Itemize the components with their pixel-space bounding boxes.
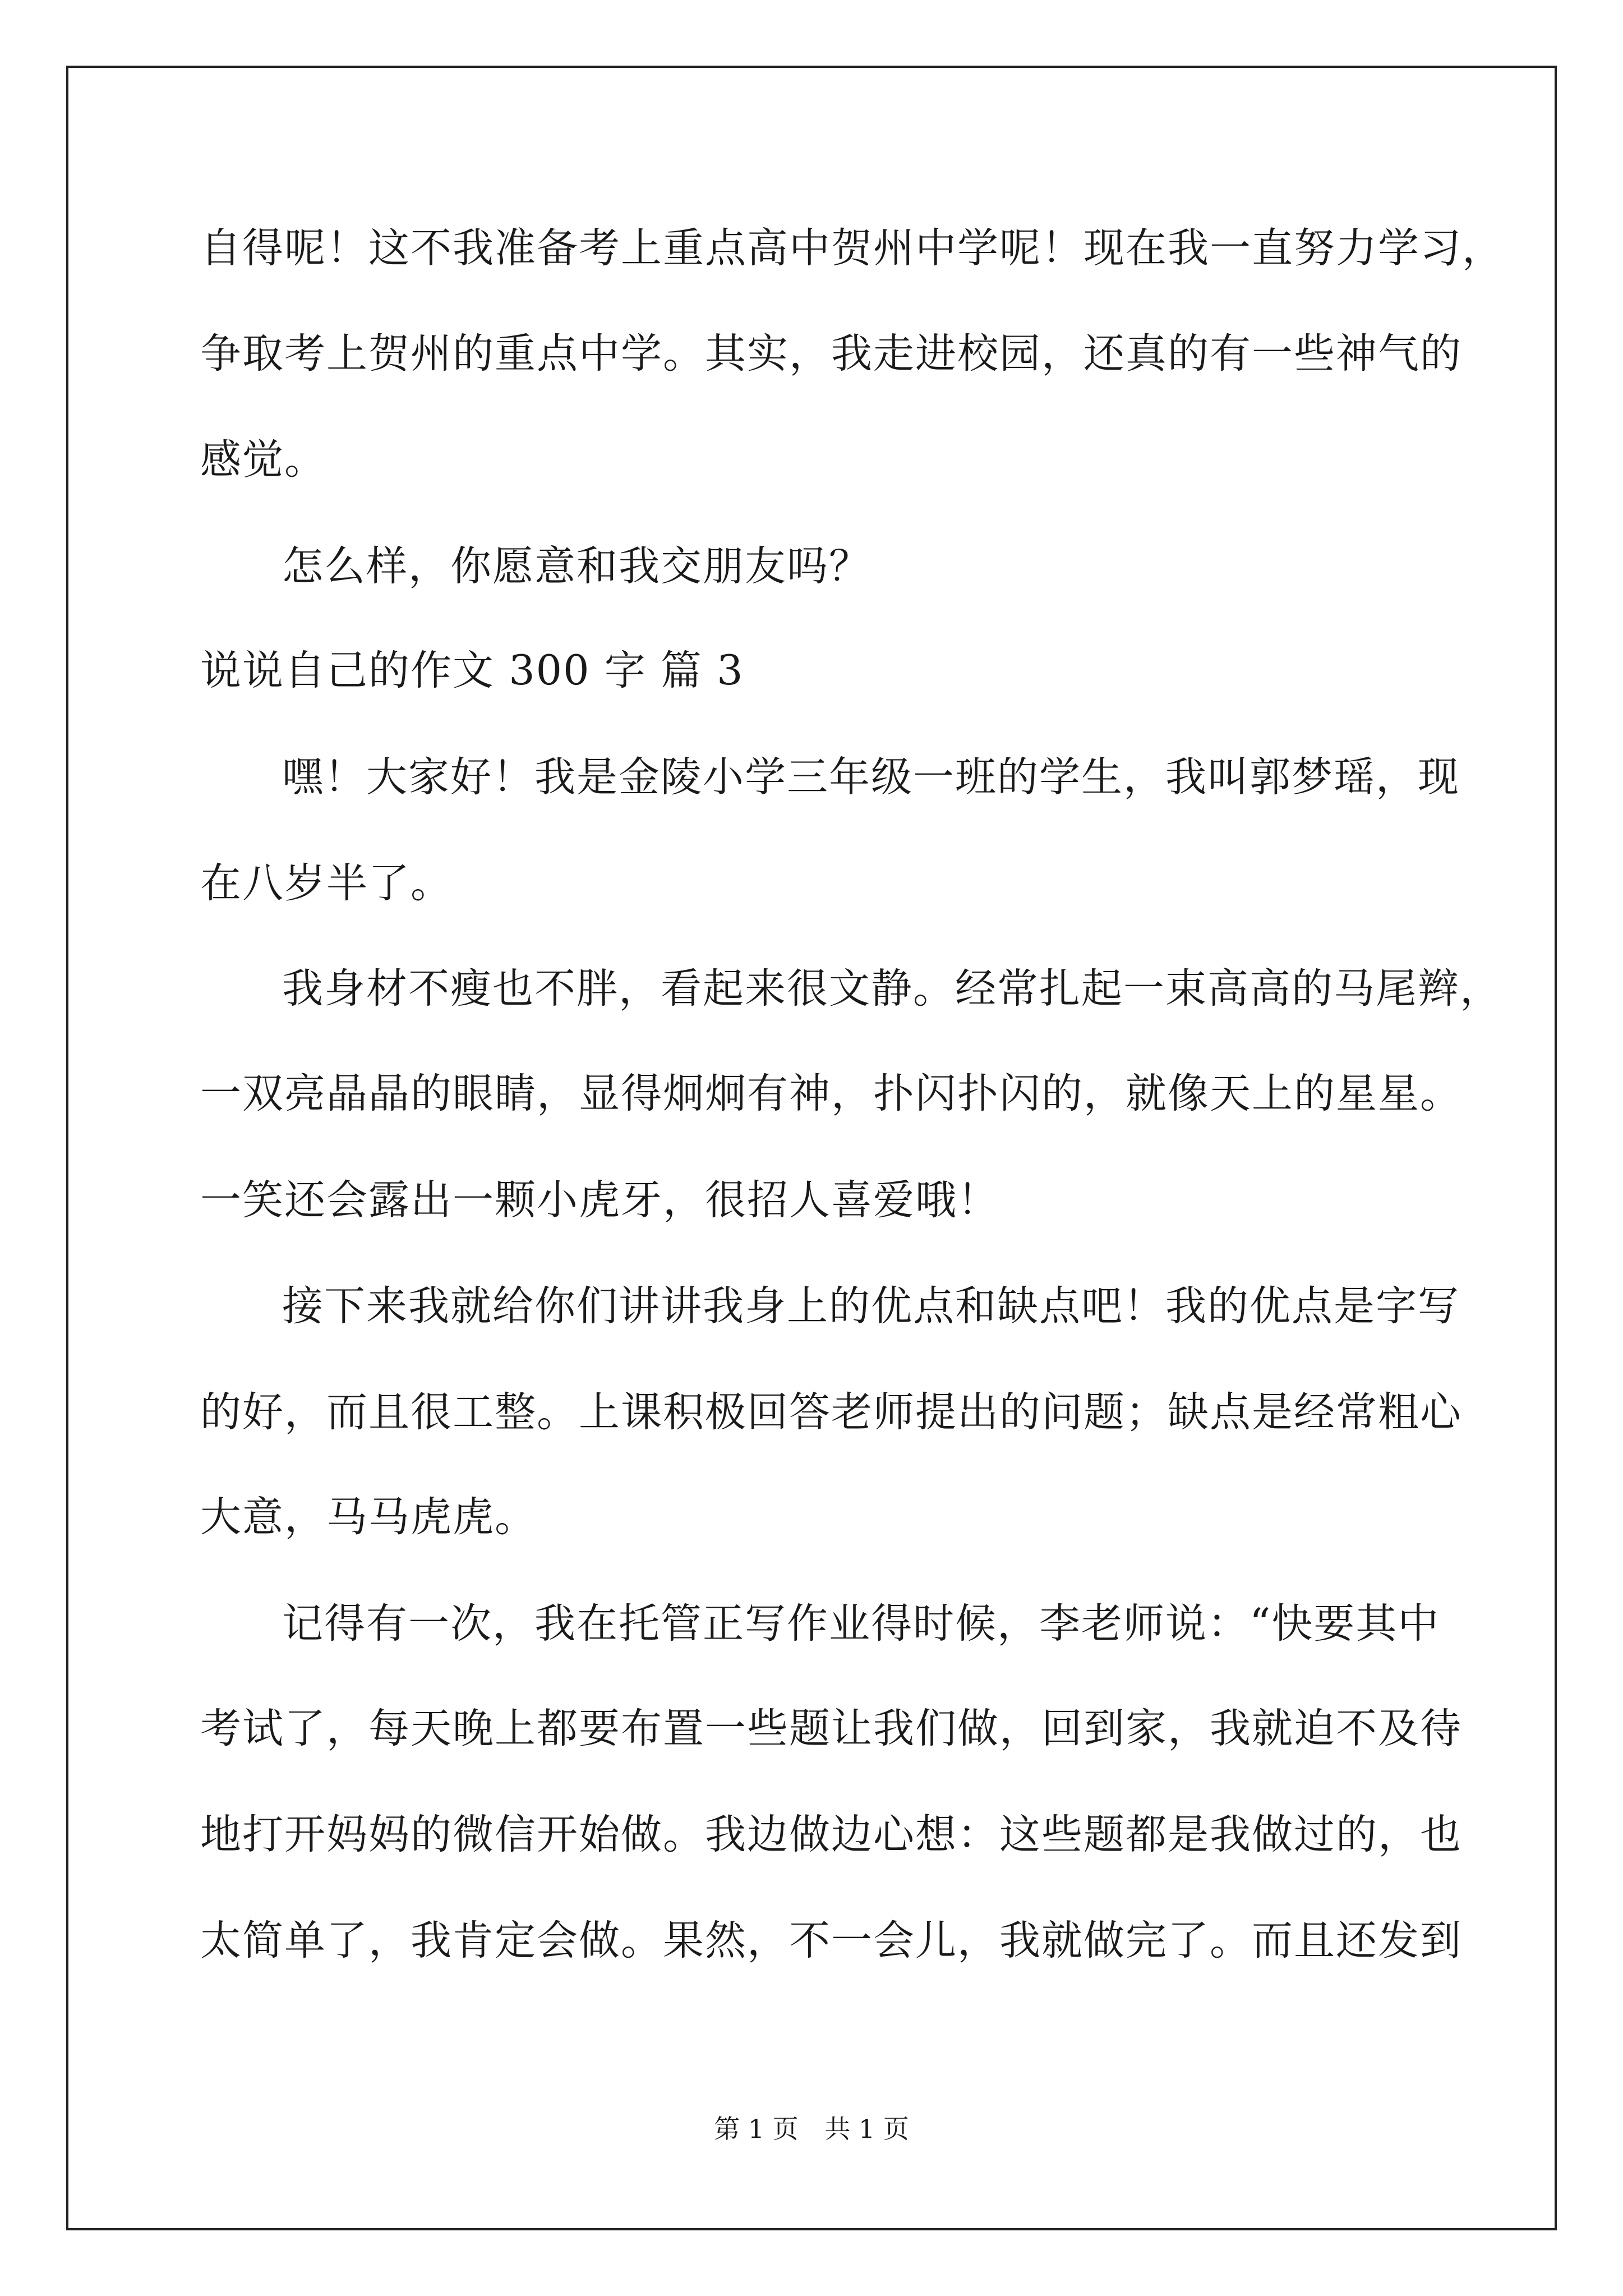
text-line: 嘿！大家好！我是金陵小学三年级一班的学生，我叫郭梦瑶，现 [282, 753, 1460, 801]
text-line: 在八岁半了。 [200, 859, 453, 907]
text-line: 一双亮晶晶的眼睛，显得炯炯有神，扑闪扑闪的，就像天上的星星。 [200, 1070, 1462, 1117]
text-line: 地打开妈妈的微信开始做。我边做边心想：这些题都是我做过的，也 [200, 1811, 1462, 1858]
text-line: 怎么样，你愿意和我交朋友吗？ [282, 542, 871, 590]
text-line: 记得有一次，我在托管正写作业得时候，李老师说：“快要其中 [282, 1600, 1440, 1648]
text-line: 太简单了，我肯定会做。果然，不一会儿，我就做完了。而且还发到 [200, 1917, 1462, 1964]
text-line: 一笑还会露出一颗小虎牙，很招人喜爱哦！ [200, 1176, 999, 1224]
text-line: 争取考上贺州的重点中学。其实，我走进校园，还真的有一些神气的 [200, 330, 1462, 378]
page-number: 第 1 页 [714, 2114, 799, 2144]
text-line: 感觉。 [200, 436, 326, 484]
text-line: 接下来我就给你们讲讲我身上的优点和缺点吧！我的优点是字写 [282, 1282, 1460, 1330]
text-line: 大意，马马虎虎。 [200, 1493, 537, 1541]
page-total: 共 1 页 [824, 2114, 909, 2144]
text-line: 自得呢！这不我准备考上重点高中贺州中学呢！现在我一直努力学习， [200, 224, 1504, 272]
text-line: 我身材不瘦也不胖，看起来很文静。经常扎起一束高高的马尾辫， [282, 965, 1502, 1013]
text-line: 的好，而且很工整。上课积极回答老师提出的问题；缺点是经常粗心 [200, 1388, 1462, 1436]
section-heading: 说说自己的作文 300 字 篇 3 [200, 647, 744, 694]
page-frame [66, 66, 1557, 2230]
text-line: 考试了，每天晚上都要布置一些题让我们做，回到家，我就迫不及待 [200, 1705, 1462, 1752]
page-footer [0, 2112, 1623, 2146]
